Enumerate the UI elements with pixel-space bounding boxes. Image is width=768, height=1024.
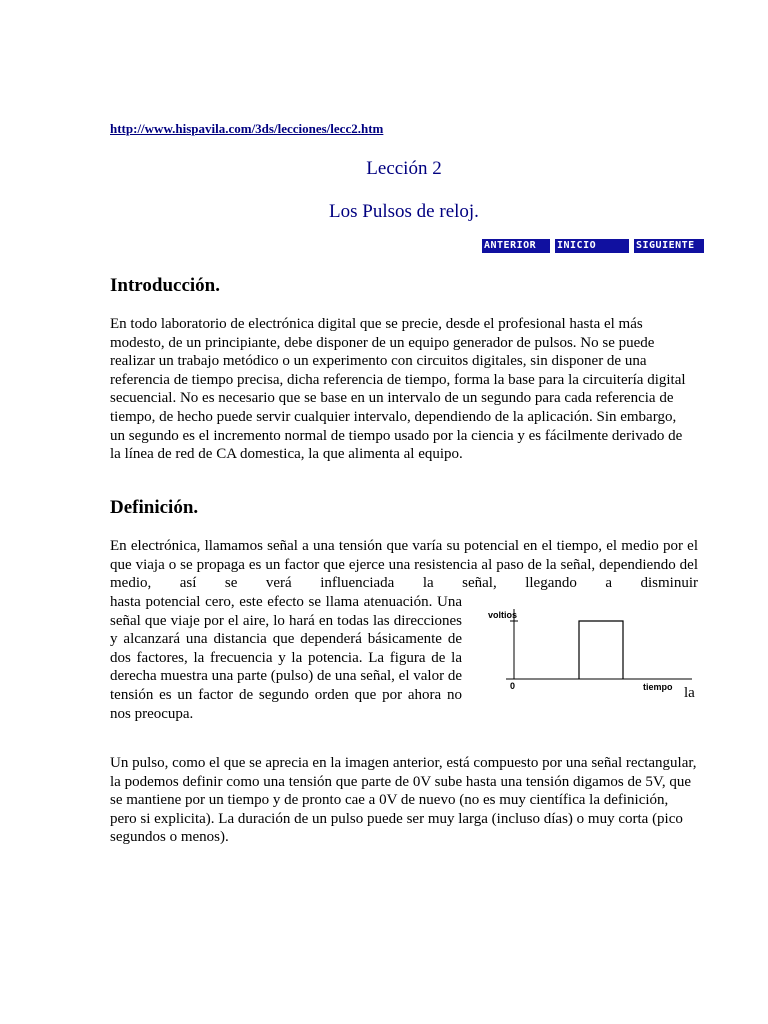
y-axis-label: voltios — [488, 610, 518, 620]
definition-paragraph-full-width: En electrónica, llamamos señal a una tensión que varía su potencial en el tiempo, el medio por el que viaja o se propaga es un factor que ejerce una resistencia al paso de la señal, dependiendo del medio, así se verá influenciada la señal, llegando a disminuir — [110, 538, 698, 592]
pulse-figure — [488, 605, 697, 695]
lesson-navigation — [480, 239, 704, 253]
prev-button[interactable]: ANTERIOR — [480, 239, 550, 253]
home-button[interactable]: INICIO — [553, 239, 629, 253]
intro-heading: Introducción. — [110, 275, 220, 296]
definition-trailing-word: la — [684, 685, 695, 701]
pulse-paragraph: Un pulso, como el que se aprecia en la imagen anterior, está compuesto por una señal rectangular, la podemos definir como una tensión que parte de 0V sube hasta una tensión digamos de 5V, que se mantiene por un tiempo y de pronto cae a 0V de nuevo (no es muy científica la definición, pero si explicita). La duración de un pulso puede ser muy larga (incluso días) o muy corta (pico segundos o menos). — [110, 755, 697, 846]
lesson-subtitle: Los Pulsos de reloj. — [329, 201, 479, 222]
pulse-signal — [579, 621, 623, 679]
lesson-title: Lección 2 — [366, 158, 442, 179]
next-button[interactable]: SIGUIENTE — [632, 239, 704, 253]
source-url-link[interactable]: http://www.hispavila.com/3ds/lecciones/lecc2.htm — [110, 121, 384, 136]
definition-heading: Definición. — [110, 497, 199, 518]
x-axis-label: tiempo — [643, 682, 673, 692]
intro-paragraph: En todo laboratorio de electrónica digital que se precie, desde el profesional hasta el más modesto, de un principiante, debe disponer de un equipo generador de pulsos. No se puede realizar un trabajo metódico o un experimento con circuitos digitales, sin disponer de una referencia de tiempo precisa, dicha referencia de tiempo, forma la base para la circuitería digital secuencial. No es necesario que se base en un intervalo de un segundo para cada referencia de tiempo, de hecho puede servir cualquier intervalo, dependiendo de la aplicación. Sin embargo, un segundo es el incremento normal de tiempo usado por la ciencia y es fácilmente derivado de la línea de red de CA domestica, la que alimenta al equipo. — [110, 316, 686, 463]
origin-label: 0 — [510, 681, 516, 691]
definition-paragraph-wrapped: hasta potencial cero, este efecto se llama atenuación. Una señal que viaje por el aire, lo hará en todas las direcciones y alcanzará una distancia que dependerá básicamente de dos factores, la frecuencia y la potencia. La figura de la derecha muestra una parte (pulso) de una señal, el valor de tensión es un factor de segundo orden que por ahora no nos preocupa. — [110, 594, 462, 722]
